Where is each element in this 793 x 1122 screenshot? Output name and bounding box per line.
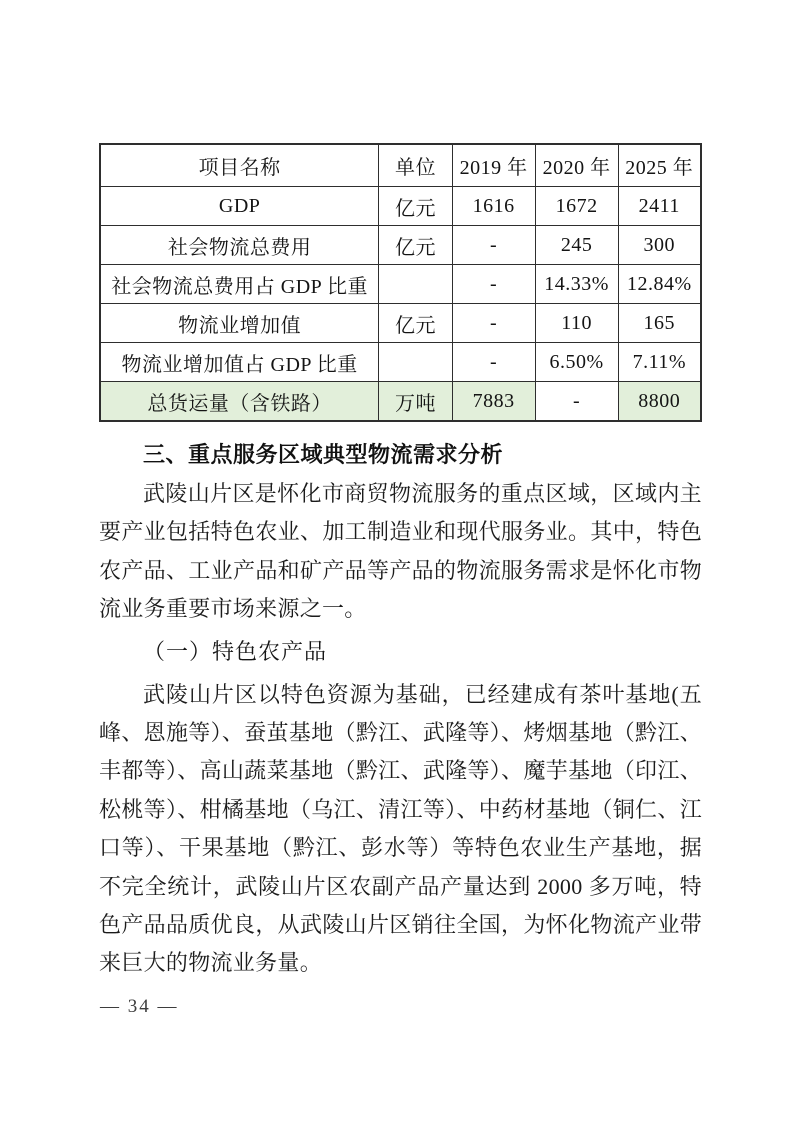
page-number: — 34 — [100,996,179,1017]
table-cell: - [452,304,535,343]
table-cell: 物流业增加值 [100,304,379,343]
table-cell: 万吨 [379,382,452,422]
table-body [100,187,701,422]
table-cell: 245 [535,226,618,265]
table-cell: 14.33% [535,265,618,304]
table-row [100,187,701,226]
table-row [100,343,701,382]
table-row [100,382,701,422]
table-cell: 300 [618,226,701,265]
paragraph-region-overview: 武陵山片区是怀化市商贸物流服务的重点区域，区域内主要产业包括特色农业、加工制造业和现代服务业。其中，特色农产品、工业产品和矿产品等产品的物流服务需求是怀化市物流业务重要市场来源之一。 [99,481,702,622]
table-cell: 110 [535,304,618,343]
table-cell: - [452,265,535,304]
table-row [100,304,701,343]
paragraph-agricultural-products: 武陵山片区以特色资源为基础，已经建成有茶叶基地(五峰、恩施等）、蚕茧基地（黔江、武隆等）、烤烟基地（黔江、丰都等）、高山蔬菜基地（黔江、武隆等）、魔芋基地（印江、松桃等）、柑橘基地（乌江、清江等）、中药材基地（铜仁、江口等）、干果基地（黔江、彭水等）等特色农业生产基地，据不完全统计，武陵山片区农副产品产量达到 2000 多万吨，特色产品品质优良，从武陵山片区销往全国，为怀化物流产业带来巨大的物流业务量。 [99,681,702,976]
section-heading: 三、重点服务区域典型物流需求分析 [143,442,504,467]
table-cell: 1616 [452,187,535,226]
table-cell: 亿元 [379,187,452,226]
table-cell: 社会物流总费用 [100,226,379,265]
table-cell: 6.50% [535,343,618,382]
table-cell: 1672 [535,187,618,226]
table-header-row [100,144,701,187]
table-row [100,265,701,304]
table-cell: 亿元 [379,304,452,343]
content-area [99,143,702,983]
table-cell: 7883 [452,382,535,422]
table-cell: 物流业增加值占 GDP 比重 [100,343,379,382]
table-cell: 165 [618,304,701,343]
table-cell: GDP [100,187,379,226]
table-cell: 8800 [618,382,701,422]
table-cell: 7.11% [618,343,701,382]
table-cell [379,343,452,382]
table-cell: 社会物流总费用占 GDP 比重 [100,265,379,304]
table-row [100,226,701,265]
table-cell: 亿元 [379,226,452,265]
table-cell: - [452,343,535,382]
column-header: 项目名称 [100,144,379,187]
column-header: 2019 年 [452,144,535,187]
subsection-heading: （一）特色农产品 [143,638,328,664]
column-header: 2020 年 [535,144,618,187]
table-cell: - [452,226,535,265]
column-header: 单位 [379,144,452,187]
table-cell: 12.84% [618,265,701,304]
table-cell: - [535,382,618,422]
table-cell: 总货运量（含铁路） [100,382,379,422]
table-cell: 2411 [618,187,701,226]
column-header: 2025 年 [618,144,701,187]
logistics-indicators-table [99,143,702,422]
table-cell [379,265,452,304]
